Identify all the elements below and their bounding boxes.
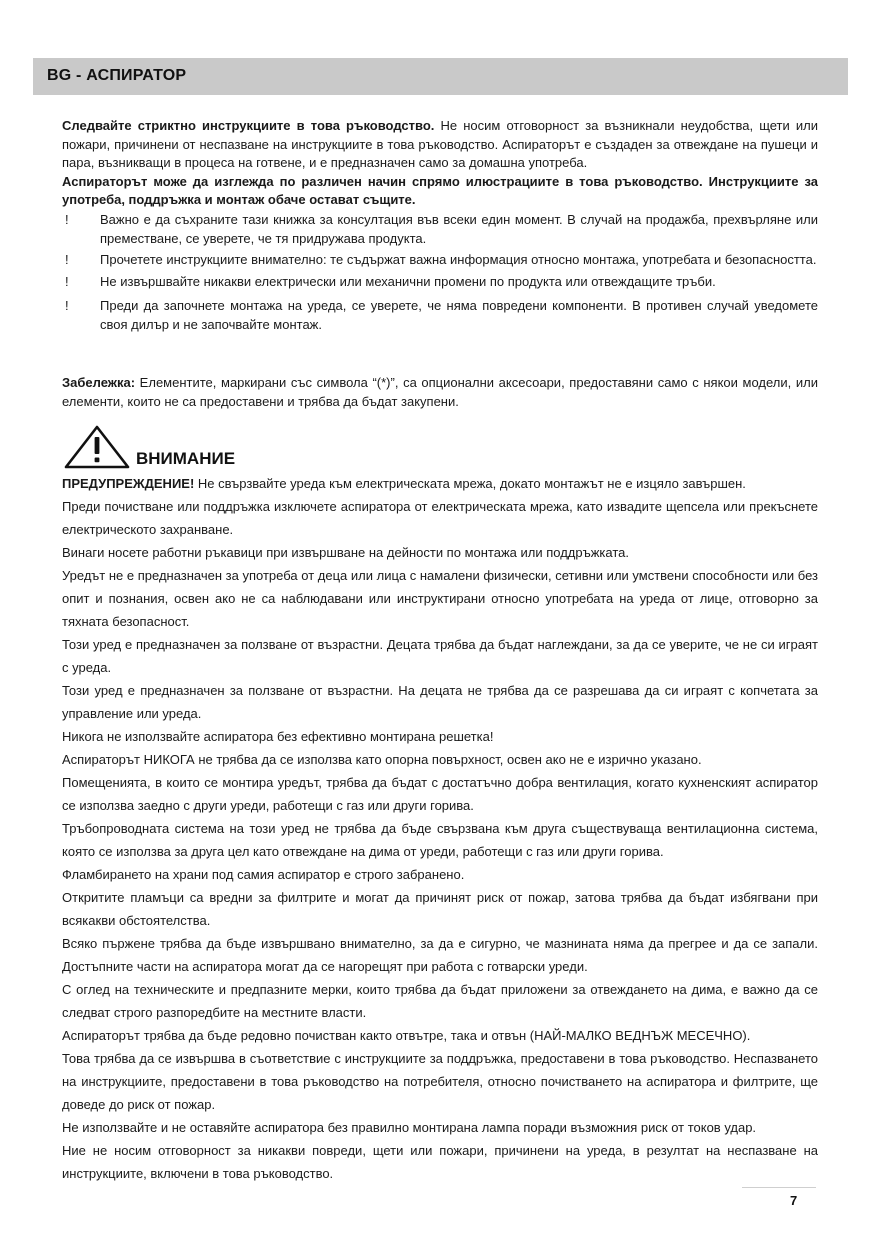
intro-section: [62, 117, 818, 210]
list-item-text: Не извършвайте никакви електрически или механични промени по продукта или отвеждащите тръби.: [100, 273, 716, 289]
exclamation-icon: !: [65, 273, 69, 289]
intro-paragraph: [62, 117, 818, 173]
list-item-text: Важно е да съхраните тази книжка за консултация във всеки един момент. В случай на продажба, прехвърляне или преместване, се уверете, че тя придружава продукта.: [100, 212, 818, 246]
warning-paragraph: Този уред е предназначен за ползване от възрастни. Децата трябва да бъдат наглеждани, за да се уверите, че не си играят с уреда.: [62, 637, 818, 675]
warning-triangle-icon: [62, 424, 132, 470]
warning-title: ВНИМАНИЕ: [136, 449, 236, 468]
page-number: 7: [790, 1193, 798, 1208]
bullet-list: [62, 211, 818, 337]
warning-lead-text: Не свързвайте уреда към електрическата мрежа, докато монтажът не е изцяло завършен.: [194, 476, 746, 491]
intro-bold-lead: Следвайте стриктно инструкциите в това ръководство.: [62, 118, 435, 133]
note-text: Елементите, маркирани със символа “(*)”, са опционални аксесоари, предоставяни само с някои модели, или елементи, които не са предоставени и трябва да бъдат закупени.: [62, 375, 818, 409]
note-paragraph: [62, 374, 818, 411]
warning-lead: [62, 472, 818, 495]
intro-bold-paragraph: Аспираторът може да изглежда по различен начин спрямо илюстрациите в това ръководство. Инструкциите за употреба, поддръжка и монтаж обаче остават същите.: [62, 173, 818, 207]
warning-body: [62, 472, 818, 1185]
list-item-text: Прочетете инструкциите внимателно: те съдържат важна информация относно монтажа, употребата и безопасността.: [100, 252, 817, 267]
warning-paragraph: Никога не използвайте аспиратора без ефективно монтирана решетка!: [62, 729, 494, 744]
warning-paragraph: Аспираторът трябва да бъде редовно почистван както отвътре, така и отвън (НАЙ-МАЛКО ВЕДНЪЖ МЕСЕЧНО).: [62, 1028, 751, 1043]
warning-paragraph: Аспираторът НИКОГА не трябва да се използва като опорна повърхност, освен ако не е изрично указано.: [62, 752, 702, 767]
intro-text: Не носим отговорност за възникнали неудобства, щети или пожари, причинени от неспазване на инструкциите в това ръководство. Аспираторът е създаден за отвеждане на пушеци и пара, възникващи в процеса на готвене, и е предназначен само за домашна употреба.: [62, 118, 818, 170]
warning-paragraph: Този уред е предназначен за ползване от възрастни. На децата не трябва да се разрешава да си играят с копчетата за управление или уреда.: [62, 683, 818, 721]
exclamation-icon: !: [65, 252, 69, 267]
footer-divider: [742, 1187, 816, 1188]
note-label: Забележка:: [62, 375, 136, 390]
warning-paragraph: Помещенията, в които се монтира уредът, трябва да бъдат с достатъчно добра вентилация, когато кухненският аспиратор се използва заедно с други уреди, работещи с газ или други горива.: [62, 775, 818, 813]
warning-paragraph: Всяко пържене трябва да бъде извършвано внимателно, за да е сигурно, че мазнината няма да прегрее и да се запали. Достъпните части на аспиратора могат да се нагорещят при работа с готварски уреди.: [62, 936, 818, 974]
note-section: [62, 374, 818, 411]
exclamation-icon: !: [65, 298, 69, 313]
list-item-text: Преди да започнете монтажа на уреда, се уверете, че няма повредени компоненти. В противен случай уведомете своя дилър и не започвайте монтаж.: [100, 298, 818, 332]
warning-paragraph: Това трябва да се извършва в съответствие с инструкциите за поддръжка, предоставени в това ръководство. Неспазването на инструкциите, предоставени в това ръководство на потребителя, относно почистването на аспиратора и филтрите, ще доведе до риск от пожар.: [62, 1051, 818, 1112]
warning-paragraph: Винаги носете работни ръкавици при извършване на дейности по монтажа или поддръжката.: [62, 545, 629, 560]
warning-paragraph: Уредът не е предназначен за употреба от деца или лица с намалени физически, сетивни или умствени способности или без опит и познания, освен ако не са наблюдавани или инструктирани относно употребата на уреда от лице, отговорно за тяхната безопасност.: [62, 568, 818, 629]
exclamation-icon: !: [65, 212, 69, 227]
list-item: [62, 211, 818, 248]
warning-heading: [62, 424, 362, 470]
warning-paragraph: Фламбирането на храни под самия аспиратор е строго забранено.: [62, 867, 465, 882]
page-title: BG - АСПИРАТОР: [47, 67, 187, 84]
list-item: [62, 251, 818, 270]
warning-paragraph: Ние не носим отговорност за никакви повреди, щети или пожари, причинени на уреда, в резултат на неспазване на инструкциите, включени в това ръководство.: [62, 1143, 818, 1181]
warning-paragraph: С оглед на техническите и предпазните мерки, които трябва да бъдат приложени за отвеждането на дима, е важно да се следват строго разпоредбите на местните власти.: [62, 982, 818, 1020]
warning-paragraph: Не използвайте и не оставяйте аспиратора без правилно монтирана лампа поради възможния риск от токов удар.: [62, 1120, 757, 1135]
list-item: [62, 273, 818, 292]
warning-paragraph: Откритите пламъци са вредни за филтрите и могат да причинят риск от пожар, затова трябва да бъдат избягвани при всякакви обстоятелства.: [62, 890, 818, 928]
list-item: [62, 297, 818, 334]
warning-lead-label: ПРЕДУПРЕЖДЕНИЕ!: [62, 476, 195, 491]
warning-paragraph: Тръбопроводната система на този уред не трябва да бъде свързвана към друга съществуваща вентилационна система, която се използва за друга цел като отвеждане на дима от уреди, работещи с газ или други горива.: [62, 821, 818, 859]
section-header-bar: [33, 58, 848, 95]
warning-paragraph: Преди почистване или поддръжка изключете аспиратора от електрическата мрежа, като извадите щепсела или прекъснете електрическото захранване.: [62, 499, 818, 537]
